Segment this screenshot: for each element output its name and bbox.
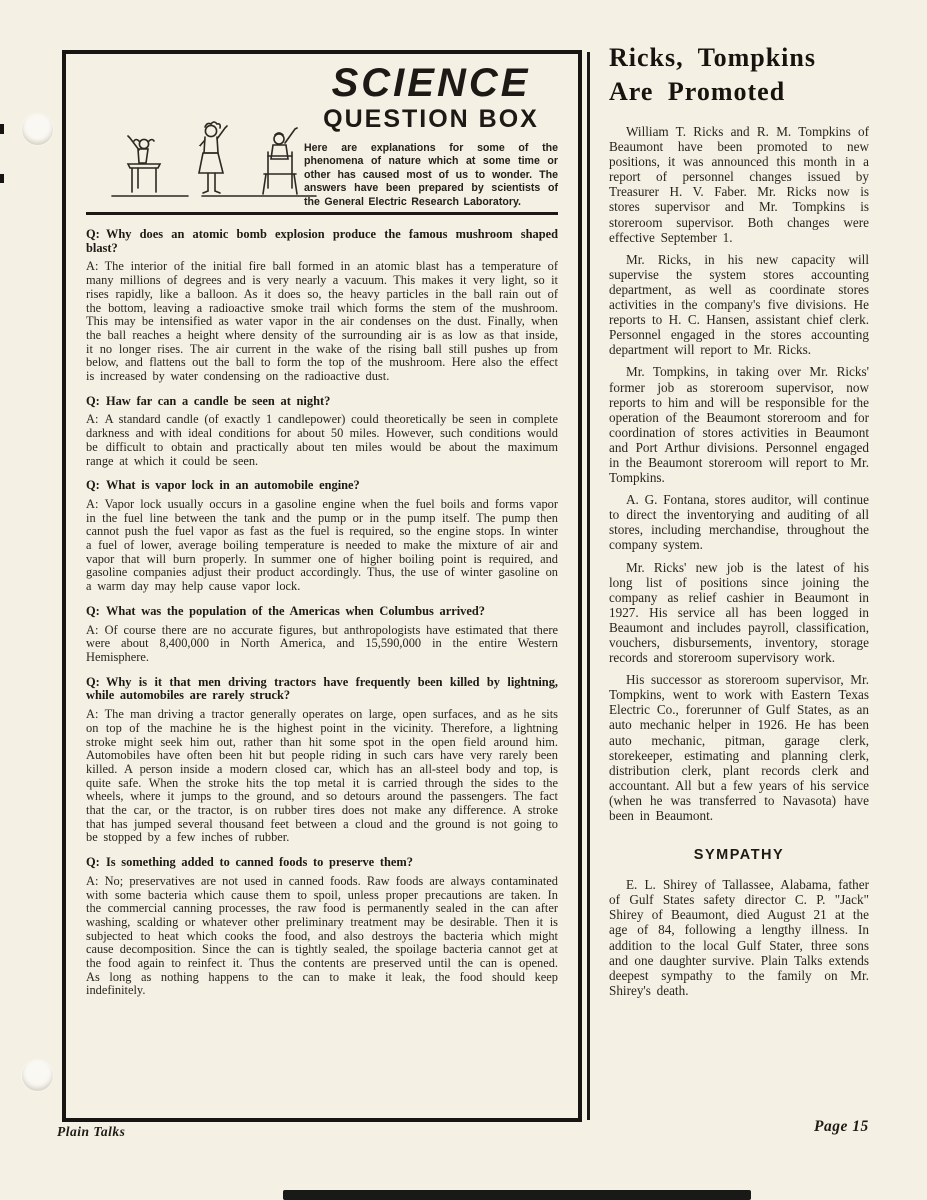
- question-text: Q: Why does an atomic bomb explosion produce the famous mushroom shaped blast?: [86, 227, 558, 255]
- article-paragraph: His successor as storeroom supervisor, Mr. Tompkins, went to work with Eastern Texas Electric Co., forerunner of Gulf States, as an auto mechanic helper in 1926. He has been auto mechanic, pitman, garage clerk, storekeeper, estimating and planning clerk, distribution clerk, plant records clerk and accountant. All but a few years of his service (when he was transferred to Navasota) have been in Beaumont.: [609, 672, 869, 824]
- scan-edge-mark: [0, 174, 4, 183]
- footer-publication-name: Plain Talks: [57, 1124, 126, 1139]
- answer-text: A: Of course there are no accurate figures, but anthropologists have estimated that there were about 8,400,000 in North America, and 15,590,000 in the entire Western Hemisphere.: [86, 622, 558, 664]
- article-title-line2: Are Promoted: [609, 77, 786, 106]
- science-question-box: [62, 50, 582, 1122]
- scan-edge-mark: [0, 124, 4, 134]
- right-column: [609, 42, 869, 1005]
- question-text: Q: Is something added to canned foods to preserve them?: [86, 855, 413, 870]
- classroom-cartoon-icon: [108, 114, 322, 210]
- punch-hole-bottom: [22, 1060, 53, 1091]
- qa-block: [86, 228, 558, 384]
- article-paragraph: A. G. Fontana, stores auditor, will continue to direct the inventorying and auditing of all stores, including merchandise, throughout the company system.: [609, 492, 869, 553]
- qa-block: [86, 676, 558, 845]
- science-box-intro: Here are explanations for some of the phenomena of nature which at some time or other has caused most of us to wonder. The answers have been prepared by scientists of the General Electric Research Laboratory.: [304, 142, 558, 208]
- answer-text: A: No; preservatives are not used in canned foods. Raw foods are always contaminated with some bacteria which cause them to spoil, unless proper precautions are taken. In the commercial canning processes, the raw food is permanently sealed in the can after washing, scalding or whatever other preliminary treatment may be desirable. Then it is subjected to heat which cooks the food, and also destroys the bacteria which might cause decomposition. Since the can is tightly sealed, the spoilage bacteria cannot get at the food again to reinfect it. Thus the contents are preserved until the can is opened. As long as nothing happens to the can to make it leak, the food should keep indefinitely.: [86, 873, 558, 998]
- question-text: Q: What was the population of the Americas when Columbus arrived?: [86, 603, 485, 618]
- answer-text: A: The interior of the initial fire ball formed in an atomic blast has a temperature of many millions of degrees and is very nearly a vacuum. This makes it very light, so it rises rapidly, like a balloon. As it does so, the heavy particles in the ball rain out of the bottom, leaving a radioactive smoke trail which forms the stem of the mushroom. This may be intensified as water vapor in the air condenses on the dust. Finally, when the ball reaches a height where density of the surrounding air is as low as that inside, it no longer rises. The air current in the wake of the rising ball still pushes up from below, and flattens out the ball to form the top of the mushroom. Here also the effect is increased by water condensing on the radioactive dust.: [86, 259, 558, 384]
- question-text: Q: What is vapor lock in an automobile engine?: [86, 478, 360, 493]
- question-box-title: QUESTION BOX: [323, 105, 539, 133]
- answer-text: A: A standard candle (of exactly 1 candlepower) could theoretically be seen in complete darkness and with ideal conditions for about 50 miles. However, such conditions would be difficult to obtain and practically about ten miles would be about the maximum range at which it could be seen.: [86, 412, 558, 468]
- sympathy-heading: SYMPATHY: [693, 847, 785, 864]
- header-divider-rule: [86, 212, 558, 215]
- qa-block: [86, 605, 558, 665]
- answer-text: A: The man driving a tractor generally operates on large, open surfaces, and as he sits on top of the machine he is the highest point in the vicinity. Therefore, a lightning stroke might seek him out, rather than hit some spot in the open field around him. Automobiles have often been hit but people riding in such cars have very rarely been killed. A person inside a modern closed car, which has an all-steel body and top, is quite safe. When the stroke hits the top metal it is carried through the sides to the wheels, where it jumps to the ground, and so detours around the passengers. The fact that the car, or the tractor, is on rubber tires does not make any difference. A stroke that has jumped several thousand feet between a cloud and the ground is not going to be stopped by a few inches of rubber.: [86, 707, 558, 845]
- science-title: SCIENCE: [331, 61, 531, 105]
- qa-block: [86, 395, 558, 469]
- article-paragraph: Mr. Ricks, in his new capacity will supervise the system stores accounting department, as well as coordinate stores activities in the company's five divisions. He reports to H. C. Hansen, assistant chief clerk. Personnel engaged in the stores accounting department will report to Mr. Ricks.: [609, 251, 869, 358]
- article-title-line1: Ricks, Tompkins: [609, 43, 816, 72]
- science-box-titles: [304, 62, 558, 209]
- article-paragraph: Mr. Tompkins, in taking over Mr. Ricks' former job as storeroom supervisor, now reports to him and will be responsible for the operation of the Beaumont storeroom and for coordination of stores activities in Beaumont and Port Arthur divisions. Personnel engaged in the Beaumont storeroom will report to Mr. Tompkins.: [609, 364, 869, 486]
- article-paragraph: Mr. Ricks' new job is the latest of his long list of positions since joining the company as relief cashier in Beaumont in 1927. His service all has been logged in Beaumont and includes payroll, classification, vouchers, disbursements, inventory, storage records and storeroom supervisory work.: [609, 559, 869, 666]
- article-paragraph: William T. Ricks and R. M. Tompkins of Beaumont have been promoted to new positions, it was announced this month in a report of personnel changes issued by Treasurer H. V. Faber. Mr. Ricks now is stores supervisor and Mr. Tompkins is storeroom supervisor. Both changes were effective September 1.: [609, 124, 869, 245]
- answer-text: A: Vapor lock usually occurs in a gasoline engine when the fuel boils and forms vapor in the fuel line between the tank and the pump or in the pump itself. The pump then cannot push the fuel vapor as fast as the fuel is required, so the engine stops. In winter a fuel of lower, average boiling temperature is needed to make the mixture of air and vapor that will burn properly. In summer one of higher boiling point is required, and gasoline companies adjust their product accordingly. Thus, the use of winter gasoline on a warm day may help cause vapor lock.: [86, 496, 558, 594]
- science-box-header: [86, 58, 558, 212]
- qa-block: [86, 479, 558, 594]
- punch-hole-top: [22, 114, 53, 145]
- qa-block: [86, 856, 558, 998]
- footer-page-number: Page 15: [814, 1118, 869, 1135]
- sympathy-paragraph: E. L. Shirey of Tallassee, Alabama, father of Gulf States safety director C. P. "Jack" Shirey of Beaumont, died August 21 at the age of 84, following a lengthy illness. In addition to the local Gulf Stater, three sons and one daughter survive. Plain Talks extends deepest sympathy to the family on Mr. Shirey's death.: [609, 877, 869, 998]
- question-text: Q: Why is it that men driving tractors have frequently been killed by lightning, while automobiles are rarely struck?: [86, 674, 558, 703]
- scan-bottom-bar-artifact: [283, 1190, 751, 1200]
- column-divider-rule: [587, 52, 590, 1120]
- question-text: Q: Haw far can a candle be seen at night?: [86, 393, 331, 408]
